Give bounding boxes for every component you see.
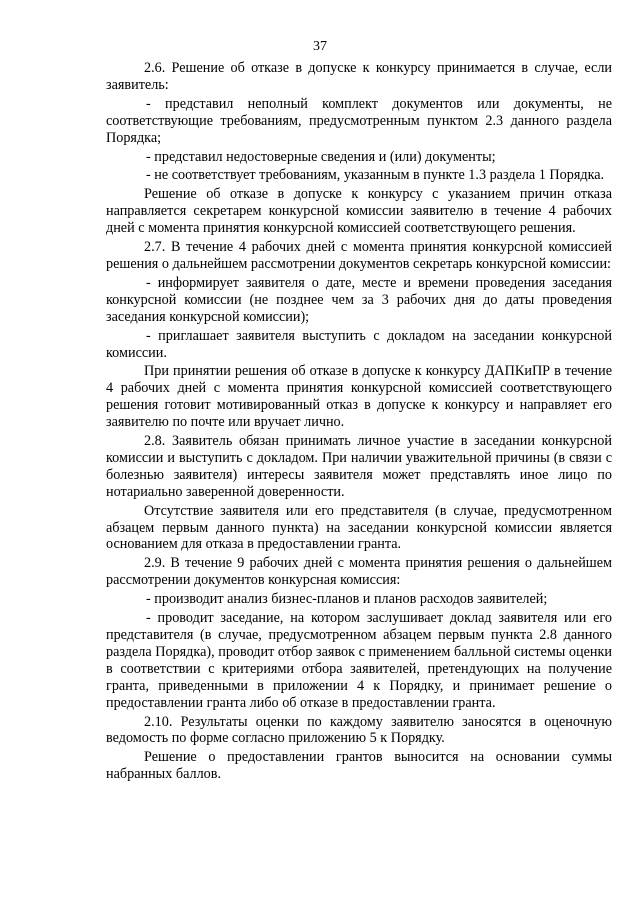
paragraph-2-6: 2.6. Решение об отказе в допуске к конкурсу принимается в случае, если заявитель:: [106, 60, 612, 93]
list-item: - не соответствует требованиям, указанным в пункте 1.3 раздела 1 Порядка.: [146, 167, 605, 184]
paragraph-2-10: 2.10. Результаты оценки по каждому заявителю заносятся в оценочную ведомость по форме согласно приложению 5 к Порядку.: [106, 713, 612, 747]
paragraph: Решение об отказе в допуске к конкурсу с указанием причин отказа направляется секретарем конкурсной комиссии заявителю в течение 4 рабочих дней с момента принятия конкурсной комиссией соответствующего решения.: [106, 186, 612, 237]
paragraph-2-7: 2.7. В течение 4 рабочих дней с момента принятия конкурсной комиссией решения о дальнейшем рассмотрении документов секретарь конкурсной комиссии:: [106, 239, 612, 272]
list-item: - проводит заседание, на котором заслушивает доклад заявителя или его представителя (в случае, предусмотренном абзацем первым пункта 2.8 данного раздела Порядка), проводит отбор заявок с применением балльной системы оценки в соответствии с критериями отбора заявителей, претендующих на получение гранта, приведенными в приложении 4 к Порядку, и принимает решение о предоставлении гранта либо об отказе в предоставлении гранта.: [106, 610, 612, 711]
paragraph: Решение о предоставлении грантов выносится на основании суммы набранных баллов.: [106, 749, 612, 783]
paragraph: Отсутствие заявителя или его представителя (в случае, предусмотренном абзацем первым данного пункта) на заседании конкурсной комиссии является основанием для отказа в предоставлении гранта.: [106, 502, 612, 553]
list-item: - производит анализ бизнес-планов и планов расходов заявителей;: [146, 591, 548, 608]
document-body: [106, 60, 612, 785]
list-item: - представил неполный комплект документов или документы, не соответствующие требованиям, предусмотренным пунктом 2.3 данного раздела Порядка;: [106, 95, 612, 146]
paragraph-2-9: 2.9. В течение 9 рабочих дней с момента принятия решения о дальнейшем рассмотрении документов конкурсная комиссия:: [106, 555, 612, 589]
page-number: 37: [313, 39, 327, 54]
paragraph: При принятии решения об отказе в допуске к конкурсу ДАПКиПР в течение 4 рабочих дней с момента принятия конкурсной комиссией соответствующего решения готовит мотивированный отказ в допуске к конкурсу и направляет его заявителю по почте или вручает лично.: [106, 363, 612, 431]
list-item: - информирует заявителя о дате, месте и времени проведения заседания конкурсной комиссии (не позднее чем за 3 рабочих дня до даты проведения заседания конкурсной комиссии);: [106, 274, 612, 325]
paragraph-2-8: 2.8. Заявитель обязан принимать личное участие в заседании конкурсной комиссии и выступить с докладом. При наличии уважительной причины (в связи с болезнью заявителя) интересы заявителя может представлять иное лицо по нотариально заверенной доверенности.: [106, 433, 612, 500]
list-item: - представил недостоверные сведения и (или) документы;: [146, 148, 496, 165]
list-item: - приглашает заявителя выступить с докладом на заседании конкурсной комиссии.: [106, 327, 612, 361]
